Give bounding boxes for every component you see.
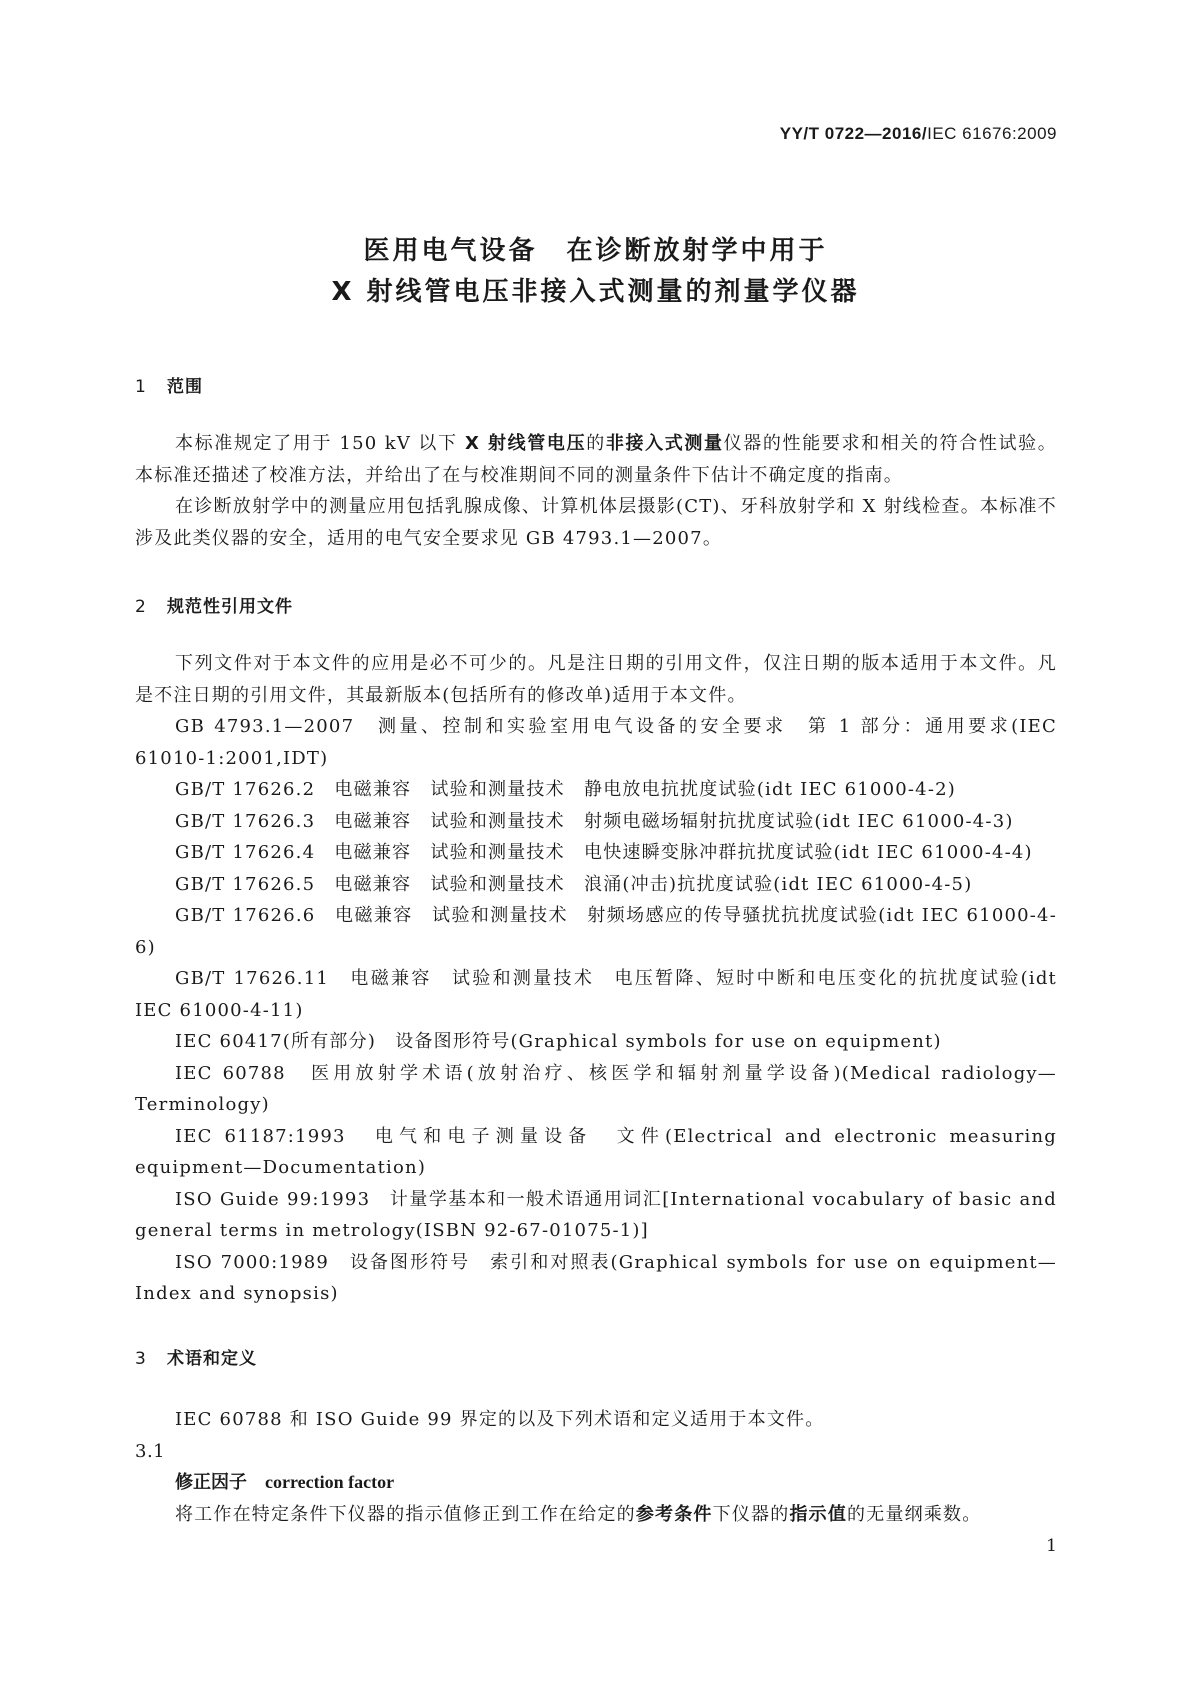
reference-item: IEC 61187:1993 电气和电子测量设备 文件(Electrical and electronic measuring equipment—Documentation) bbox=[135, 1125, 1057, 1178]
reference-item: GB/T 17626.11 电磁兼容 试验和测量技术 电压暂降、短时中断和电压变化的抗扰度试验(idt IEC 61000-4-11) bbox=[135, 968, 1057, 1021]
section-number: 3 bbox=[135, 1349, 147, 1369]
normative-body bbox=[135, 648, 1057, 1310]
scope-body bbox=[135, 428, 1057, 554]
section-title: 范围 bbox=[167, 377, 203, 397]
section-title: 规范性引用文件 bbox=[167, 597, 293, 617]
text-run: 仪器的性能要求和相关的符合性试验。本标准还描述了校准方法，并给出了在与校准期间不同的测量条件下估计不确定度的指南。 bbox=[135, 433, 1058, 486]
text-run: 的无量纲乘数。 bbox=[847, 1503, 982, 1525]
bold-term: 参考条件 bbox=[635, 1503, 713, 1525]
scope-paragraph-1 bbox=[135, 428, 1057, 491]
term-number: 3.1 bbox=[135, 1440, 166, 1462]
term-entry bbox=[135, 1467, 1057, 1499]
terms-body bbox=[135, 1304, 1057, 1530]
term-chinese: 修正因子 bbox=[175, 1472, 247, 1493]
normative-intro: 下列文件对于本文件的应用是必不可少的。凡是注日期的引用文件，仅注日期的版本适用于本文件。凡是不注日期的引用文件，其最新版本(包括所有的修改单)适用于本文件。 bbox=[135, 653, 1057, 706]
bold-term: X 射线管电压 bbox=[465, 433, 587, 454]
section-heading-1 bbox=[135, 372, 203, 397]
scope-paragraph-2: 在诊断放射学中的测量应用包括乳腺成像、计算机体层摄影(CT)、牙科放射学和 X 射线检查。本标准不涉及此类仪器的安全，适用的电气安全要求见 GB 4793.1—2007。 bbox=[135, 496, 1057, 549]
reference-item: IEC 60788 医用放射学术语(放射治疗、核医学和辐射剂量学设备)(Medical radiology—Terminology) bbox=[135, 1062, 1057, 1115]
bold-term: 指示值 bbox=[789, 1503, 848, 1525]
section-number: 2 bbox=[135, 597, 147, 617]
reference-item: ISO 7000:1989 设备图形符号 索引和对照表(Graphical symbols for use on equipment—Index and synopsis) bbox=[135, 1251, 1057, 1304]
page-number: 1 bbox=[1046, 1536, 1057, 1556]
reference-item: IEC 60417(所有部分) 设备图形符号(Graphical symbols for use on equipment) bbox=[175, 1031, 942, 1052]
reference-item: GB/T 17626.4 电磁兼容 试验和测量技术 电快速瞬变脉冲群抗扰度试验(idt IEC 61000-4-4) bbox=[175, 842, 1033, 863]
reference-list bbox=[135, 711, 1057, 1310]
iec-code: IEC 61676:2009 bbox=[927, 124, 1057, 143]
terms-intro: IEC 60788 和 ISO Guide 99 界定的以及下列术语和定义适用于本文件。 bbox=[175, 1409, 825, 1430]
title-line-2: X 射线管电压非接入式测量的剂量学仪器 bbox=[331, 277, 860, 307]
reference-item: GB 4793.1—2007 测量、控制和实验室用电气设备的安全要求 第 1 部分：通用要求(IEC 61010-1:2001,IDT) bbox=[135, 716, 1057, 769]
term-definition bbox=[135, 1499, 1057, 1531]
text-run: 下仪器的 bbox=[712, 1503, 790, 1525]
reference-item: ISO Guide 99:1993 计量学基本和一般术语通用词汇[International vocabulary of basic and general terms in metrology(ISBN 92-67-01075-1)] bbox=[135, 1188, 1057, 1241]
text-run: 的 bbox=[586, 433, 606, 454]
reference-item: GB/T 17626.5 电磁兼容 试验和测量技术 浪涌(冲击)抗扰度试验(idt IEC 61000-4-5) bbox=[175, 873, 973, 895]
bold-term: 非接入式测量 bbox=[605, 433, 724, 454]
section-heading-2 bbox=[135, 592, 293, 617]
term-english: correction factor bbox=[265, 1472, 395, 1492]
reference-item: GB/T 17626.3 电磁兼容 试验和测量技术 射频电磁场辐射抗扰度试验(idt IEC 61000-4-3) bbox=[175, 810, 1014, 832]
standard-code: YY/T 0722—2016/ bbox=[779, 124, 928, 143]
title-line-1: 医用电气设备 在诊断放射学中用于 bbox=[363, 236, 828, 266]
section-number: 1 bbox=[135, 377, 147, 397]
text-run: 本标准规定了用于 150 kV 以下 bbox=[175, 433, 466, 454]
reference-item: GB/T 17626.2 电磁兼容 试验和测量技术 静电放电抗扰度试验(idt IEC 61000-4-2) bbox=[175, 779, 956, 800]
section-title: 术语和定义 bbox=[167, 1349, 257, 1369]
reference-item: GB/T 17626.6 电磁兼容 试验和测量技术 射频场感应的传导骚扰抗扰度试验(idt IEC 61000-4-6) bbox=[135, 905, 1057, 958]
document-header bbox=[780, 124, 1057, 144]
text-run: 将工作在特定条件下仪器的指示值修正到工作在给定的 bbox=[175, 1503, 636, 1525]
